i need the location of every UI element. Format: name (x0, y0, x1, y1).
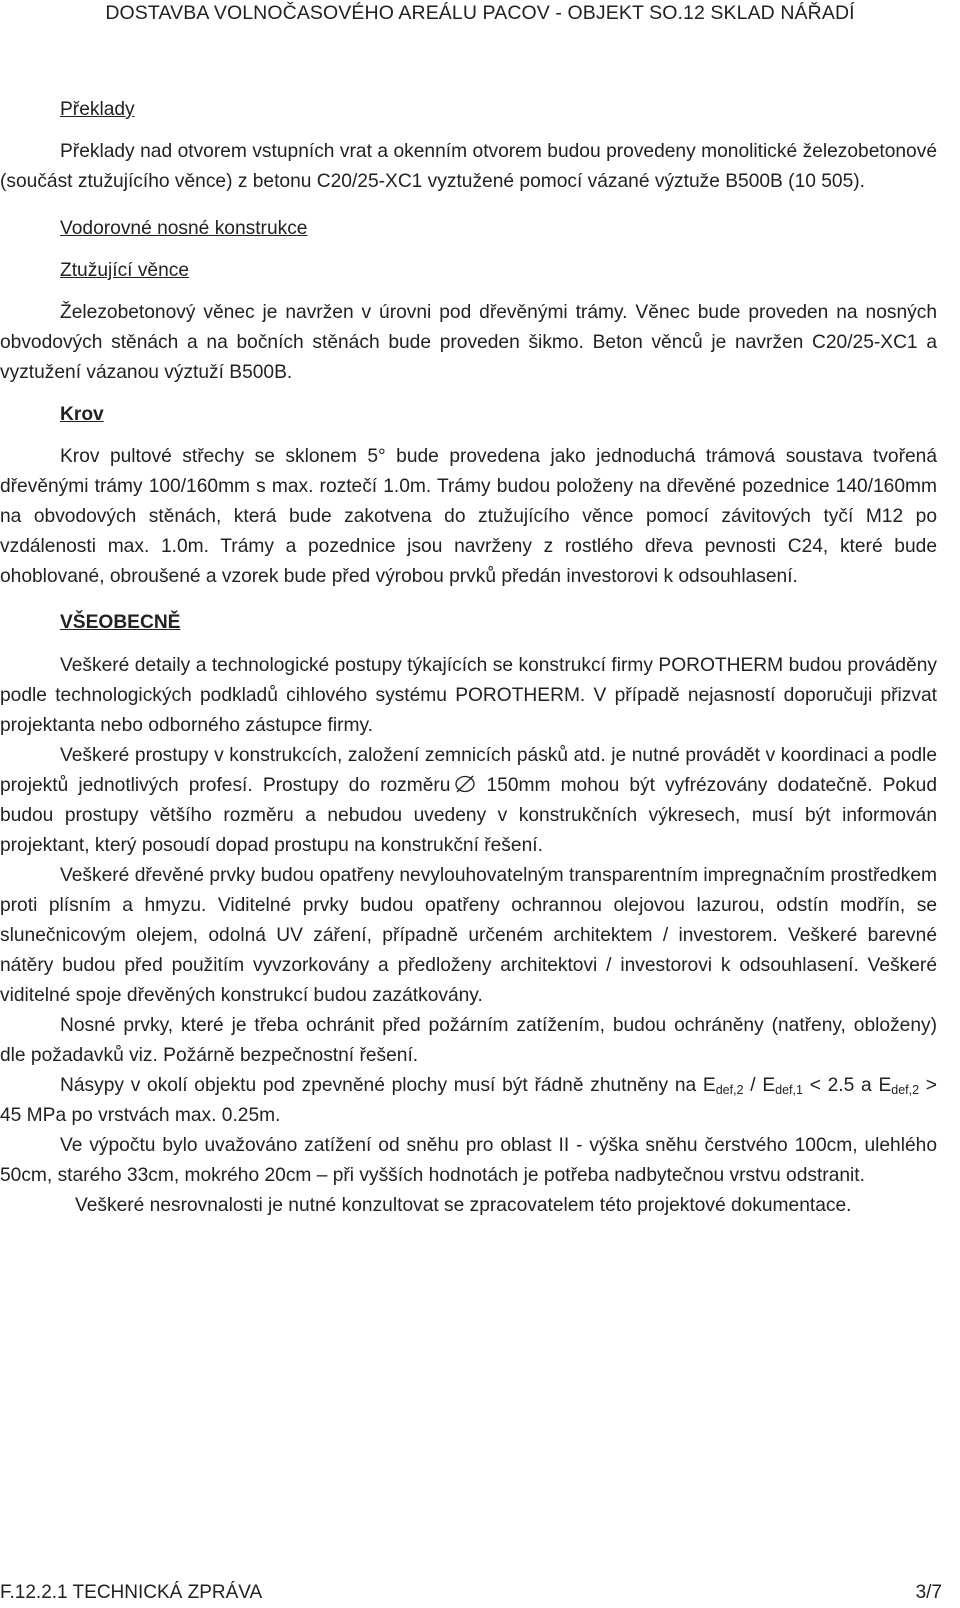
heading-krov: Krov (60, 404, 104, 425)
paragraph-porotherm: Veškeré detaily a technologické postupy týkajících se konstrukcí firmy POROTHERM budou prováděny podle technologických podkladů cihlového systému POROTHERM. V případě nejasností doporučuji přizvat projektanta nebo odborného zástupce firmy. (0, 655, 937, 736)
paragraph-snih: Ve výpočtu bylo uvažováno zatížení od sněhu pro oblast II - výška sněhu čerstvého 100cm, ulehlého 50cm, starého 33cm, mokrého 20cm – při vyšších hodnotách je potřeba nadbytečnou vrstvu odstranit. (0, 1135, 937, 1186)
page-header: DOSTAVBA VOLNOČASOVÉHO AREÁLU PACOV - OBJEKT SO.12 SKLAD NÁŘADÍ (105, 2, 855, 24)
footer-page-number: 3/7 (915, 1582, 942, 1603)
nasypy-text-b: / E (743, 1075, 776, 1096)
diameter-icon (454, 775, 476, 793)
paragraph-drevene-prvky: Veškeré dřevěné prvky budou opatřeny nevylouhovatelným transparentním impregnačním prostředkem proti plísním a hmyzu. Viditelné prvky budou opatřeny ochrannou olejovou lazurou, odstín modřín, se slunečnicovým olejem, odolná UV záření, případně určeném architektem / investorem. Veškeré barevné nátěry budou před použitím vyvzorkovány a předloženy architektovi / investorovi k odsouhlasení. Veškeré viditelné spoje dřevěných konstrukcí budou zazátkovány. (0, 865, 937, 1006)
nasypy-text-a: Násypy v okolí objektu pod zpevněné plochy musí být řádně zhutněny na E (60, 1075, 716, 1096)
heading-vseobecne: VŠEOBECNĚ (60, 612, 181, 633)
nasypy-sub-2: def,1 (775, 1083, 803, 1097)
heading-vodorovne: Vodorovné nosné konstrukce (60, 218, 308, 239)
nasypy-text-d: > 45 MPa po vrstvách max. 0.25m. (0, 1075, 938, 1126)
prostupy-text-after: 150mm mohou být vyfrézovány dodatečně. Pokud budou prostupy většího rozměru a nebudou uvedeny v konstrukčních výkresech, musí být informován projektant, který posoudí dopad prostupu na konstrukční řešení. (0, 775, 937, 856)
footer-doc-title: F.12.2.1 TECHNICKÁ ZPRÁVA (0, 1582, 263, 1603)
paragraph-krov: Krov pultové střechy se sklonem 5° bude provedena jako jednoduchá trámová soustava tvořená dřevěnými trámy 100/160mm s max. roztečí 1.0m. Trámy budou položeny na dřevěné pozednice 140/160mm na obvodových stěnách, která bude zakotvena do ztužujícího věnce pomocí závitových tyčí M12 po vzdálenosti max. 1.0m. Trámy a pozednice jsou navrženy z rostlého dřeva pevnosti C24, které bude ohoblované, obroušené a vzorek bude před výrobou prvků předán investorovi k odsouhlasení. (0, 446, 937, 587)
paragraph-nosne-prvky: Nosné prvky, které je třeba ochránit před požárním zatížením, budou ochráněny (natřeny, obloženy) dle požadavků viz. Požárně bezpečnostní řešení. (0, 1015, 937, 1066)
heading-ztuzujici: Ztužující věnce (60, 260, 190, 281)
nasypy-sub-3: def,2 (891, 1083, 920, 1097)
heading-preklady: Překlady (60, 99, 135, 120)
nasypy-text-c: < 2.5 a E (802, 1075, 892, 1096)
paragraph-nasypy (0, 1071, 937, 1131)
paragraph-prostupy (0, 741, 937, 861)
paragraph-venec: Železobetonový věnec je navržen v úrovni pod dřevěnými trámy. Věnec bude proveden na nosných obvodových stěnách a na bočních stěnách bude proveden šikmo. Beton věnců je navržen C20/25-XC1 a vyztužení vázanou výztuží B500B. (0, 302, 937, 383)
paragraph-nesrovnalosti: Veškeré nesrovnalosti je nutné konzultovat se zpracovatelem této projektové dokumentace. (75, 1195, 852, 1216)
prostupy-text-before: Veškeré prostupy v konstrukcích, založení zemnicích pásků atd. je nutné provádět v koordinaci a podle projektů jednotlivých profesí. Prostupy do rozměru (0, 745, 937, 796)
paragraph-preklady: Překlady nad otvorem vstupních vrat a okenním otvorem budou provedeny monolitické železobetonové (součást ztužujícího věnce) z betonu C20/25-XC1 vyztužené pomocí vázané výztuže B500B (10 505). (0, 141, 937, 192)
document-body (0, 95, 937, 1221)
nasypy-sub-1: def,2 (715, 1083, 744, 1097)
